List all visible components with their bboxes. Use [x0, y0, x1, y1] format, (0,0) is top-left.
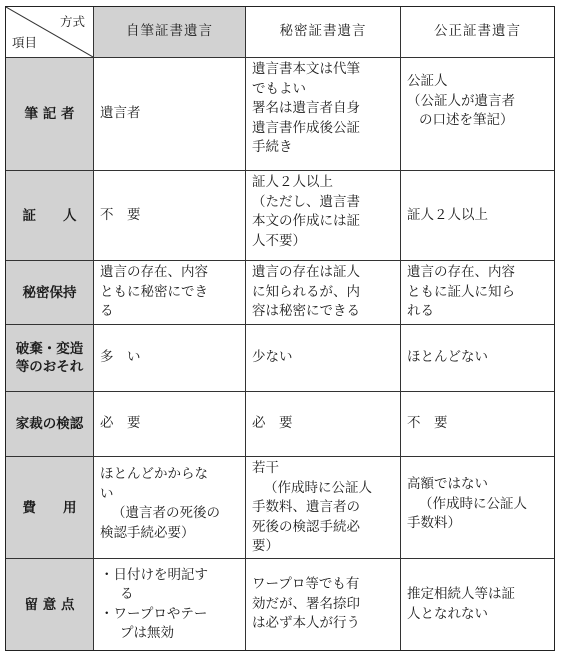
cell-text: 手続き	[252, 139, 293, 155]
cell-text: でもよい	[252, 80, 306, 97]
cell-text: 若干	[252, 460, 279, 476]
cell-text: 手数料、遺言者の	[252, 499, 360, 515]
cell-cost-secret	[246, 457, 401, 559]
cell-text: 署名は遺言者自身	[252, 100, 360, 116]
cell-text: ・日付けを明記す	[100, 566, 208, 583]
cell-text: は必ず本人が行う	[252, 615, 360, 632]
cell-risk-notarial	[401, 325, 554, 392]
cell-text: る	[120, 586, 134, 602]
cell-text: 不 要	[407, 415, 448, 432]
cell-notes-notarial	[401, 559, 554, 650]
cell-text: プは無効	[120, 625, 174, 641]
cell-text: 高額ではない	[407, 476, 488, 492]
cell-text: 多 い	[100, 349, 141, 366]
column-header-holographic: 自筆証書遺言	[94, 7, 246, 58]
row-label-cost: 費 用	[6, 457, 94, 559]
cell-text: ・ワープロやテー	[100, 605, 208, 622]
cell-cost-holographic	[94, 457, 246, 559]
cell-probate-notarial	[401, 392, 554, 457]
cell-text: 要）	[252, 538, 279, 554]
cell-witness-notarial	[401, 171, 554, 261]
row-label-notes: 留 意 点	[6, 559, 94, 650]
cell-risk-holographic	[94, 325, 246, 392]
cell-witness-secret	[246, 171, 401, 261]
cell-risk-secret	[246, 325, 401, 392]
cell-notes-secret	[246, 559, 401, 650]
cell-text: 本文の作成には証	[252, 213, 360, 229]
cell-notes-holographic	[94, 559, 246, 650]
cell-text: （ただし、遺言書	[252, 193, 360, 210]
cell-text: に知られるが、内	[252, 283, 360, 300]
cell-text: 人不要）	[252, 232, 306, 249]
cell-text: 公証人	[407, 73, 448, 89]
column-header-secret: 秘密証書遺言	[246, 7, 401, 58]
column-header-notarial: 公正証書遺言	[401, 7, 554, 58]
corner-header	[6, 7, 94, 58]
cell-witness-holographic	[94, 171, 246, 261]
cell-text: 効だが、署名捺印	[252, 595, 360, 612]
cell-text: （作成時に公証人	[419, 495, 527, 512]
cell-writer-holographic	[94, 58, 246, 171]
cell-text: 証人２人以上	[407, 206, 488, 223]
row-label-writer: 筆 記 者	[6, 58, 94, 171]
corner-item-label: 項目	[12, 34, 38, 50]
cell-text: 不 要	[100, 206, 141, 223]
cell-confidentiality-holographic	[94, 261, 246, 325]
cell-text: ほとんどない	[407, 349, 488, 366]
corner-method-label: 方式	[59, 14, 85, 29]
cell-writer-secret	[246, 58, 401, 171]
cell-text: ともに秘密にでき	[100, 283, 208, 300]
cell-text: （公証人が遺言者	[407, 92, 515, 109]
cell-text: れる	[407, 303, 434, 319]
cell-probate-secret	[246, 392, 401, 457]
cell-text: 遺言の存在、内容	[100, 264, 208, 280]
cell-text: ともに証人に知ら	[407, 283, 515, 300]
cell-text: い	[100, 485, 114, 502]
cell-text: 証人２人以上	[252, 174, 333, 190]
will-comparison-table	[5, 6, 555, 651]
cell-text: 遺言の存在は証人	[252, 264, 360, 280]
cell-writer-notarial	[401, 58, 554, 171]
row-label-witness: 証 人	[6, 171, 94, 261]
cell-text: ほとんどかからな	[100, 466, 208, 482]
cell-text: 遺言者	[100, 105, 141, 122]
cell-probate-holographic	[94, 392, 246, 457]
cell-text: （作成時に公証人	[264, 479, 372, 496]
cell-text: ワープロ等でも有	[252, 576, 360, 593]
row-label-destruction-risk: 破棄・変造等のおそれ	[6, 325, 94, 392]
cell-text: 人となれない	[407, 605, 488, 622]
row-label-confidentiality: 秘密保持	[6, 261, 94, 325]
cell-text: 少ない	[252, 349, 293, 366]
cell-text: （遺言者の死後の	[112, 505, 220, 521]
cell-text: の口述を筆記）	[419, 112, 514, 128]
cell-confidentiality-notarial	[401, 261, 554, 325]
cell-text: 遺言書本文は代筆	[252, 61, 360, 77]
cell-text: 手数料）	[407, 515, 461, 531]
cell-text: 推定相続人等は証	[407, 586, 515, 602]
cell-text: 容は秘密にできる	[252, 303, 360, 319]
cell-text: 必 要	[252, 415, 293, 432]
cell-text: 検認手続必要）	[100, 524, 195, 541]
cell-cost-notarial	[401, 457, 554, 559]
cell-confidentiality-secret	[246, 261, 401, 325]
cell-text: 遺言書作成後公証	[252, 119, 360, 136]
cell-text: る	[100, 303, 114, 319]
cell-text: 必 要	[100, 415, 141, 432]
row-label-court-probate: 家裁の検認	[6, 392, 94, 457]
cell-text: 遺言の存在、内容	[407, 264, 515, 280]
cell-text: 死後の検認手続必	[252, 518, 360, 535]
